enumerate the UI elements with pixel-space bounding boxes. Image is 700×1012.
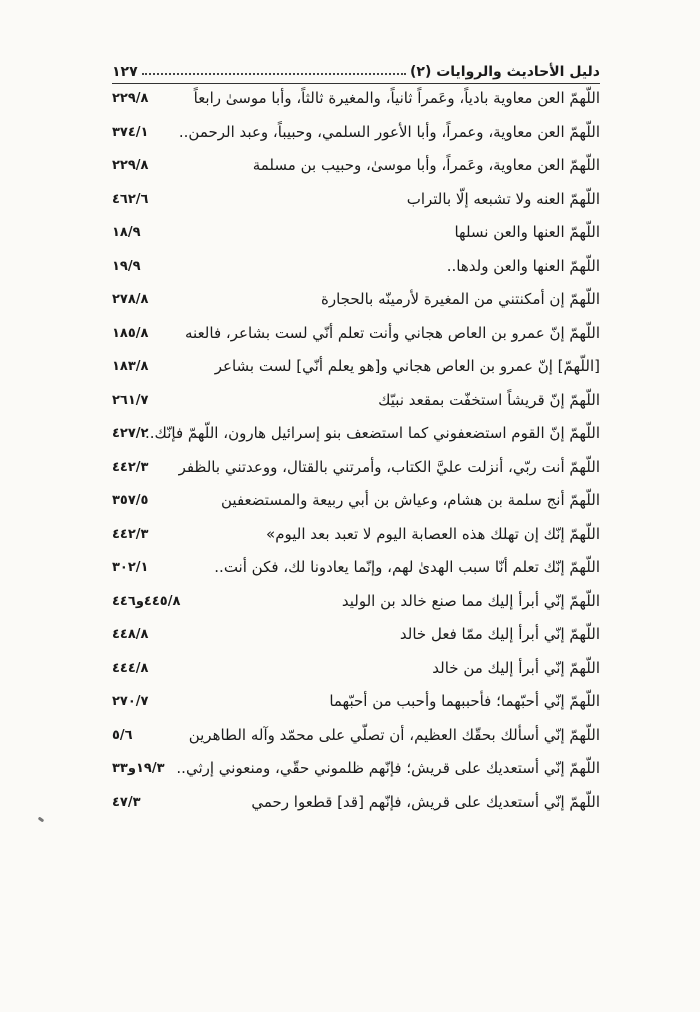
- entry-text: اللّهمّ إن أمكنتني من المغيرة لأرمينّه بالحجارة: [320, 290, 600, 308]
- entry-text: اللّهمّ إنّ القوم استضعفوني كما استضعف بنو إسرائيل هارون، اللّهمّ فإنّك..: [145, 424, 600, 442]
- index-entry: [112, 756, 600, 790]
- entry-reference: ٤٤٨/٨: [112, 627, 149, 642]
- index-entry: [112, 220, 600, 254]
- entry-text: اللّهمّ إنّ عمرو بن العاص هجاني وأنت تعلم أنّي لست بشاعر، فالعنه: [185, 323, 600, 342]
- entry-reference: ٤٤٥/٨و٤٤٦: [112, 593, 181, 609]
- index-entry: [112, 656, 600, 690]
- page-number: ١٢٧: [112, 64, 138, 80]
- index-entry: [112, 488, 600, 522]
- index-entry: [112, 790, 600, 824]
- entry-text: اللّهمّ العنها والعن ولدها..: [446, 256, 600, 275]
- entry-reference: ٢٢٩/٨: [112, 91, 149, 106]
- index-entry: [112, 723, 600, 757]
- index-entry: [112, 421, 600, 455]
- entry-reference: ١٨٣/٨: [112, 359, 149, 374]
- entry-text: اللّهمّ أنج سلمة بن هشام، وعياش بن أبي ربيعة والمستضعفين: [221, 491, 600, 509]
- entry-text: اللّهمّ إنّ قريشاً استخفّت بمقعد نبيّك: [378, 390, 600, 409]
- entry-text: اللّهمّ إنّي أبرأ إليك مما صنع خالد بن الوليد: [341, 591, 600, 610]
- entry-reference: ٥/٦: [112, 727, 133, 743]
- entry-reference: ٤٦٢/٦: [112, 191, 149, 207]
- scan-speck: [38, 817, 45, 823]
- index-entry: [112, 622, 600, 656]
- entry-text: اللّهمّ إنّي أحبّهما؛ فأحببهما وأحبب من أحبّهما: [329, 692, 600, 710]
- entry-reference: ١٩/٩: [112, 258, 141, 274]
- entry-text: [اللّهمّ] إنّ عمرو بن العاص هجاني و[هو يعلم أنّي] لست بشاعر: [214, 357, 600, 375]
- index-entry: [112, 522, 600, 556]
- index-entry: [112, 287, 600, 321]
- entry-text: اللّهمّ العنه ولا تشبعه إلّا بالتراب: [406, 189, 600, 208]
- header-title: دليل الأحاديث والروايات (٢): [409, 64, 600, 80]
- index-entry: [112, 589, 600, 623]
- entry-reference: ٢٧٨/٨: [112, 292, 149, 307]
- entry-text: اللّهمّ العنها والعن نسلها: [454, 223, 600, 241]
- entry-text: اللّهمّ إنّي أستعديك على قريش، فإنّهم [قد] قطعوا رحمي: [251, 792, 600, 811]
- running-header: [112, 58, 600, 80]
- entry-reference: ١٨٥/٨: [112, 325, 149, 341]
- entry-text: اللّهمّ إنّي أستعديك على قريش؛ فإنّهم ظلموني حقّي، ومنعوني إرثي..: [176, 759, 600, 777]
- entry-text: اللّهمّ إنّي أبرأ إليك ممّا فعل خالد: [399, 625, 600, 643]
- entry-text: اللّهمّ إنّك تعلم أنّا سبب الهدىٰ لهم، وإنّما يعادونا لك، فكن أنت..: [214, 558, 600, 576]
- index-entry: [112, 388, 600, 422]
- index-entry: [112, 153, 600, 187]
- index-entry: [112, 187, 600, 221]
- entry-reference: ٣٧٤/١: [112, 124, 149, 140]
- index-entry: [112, 86, 600, 120]
- entry-text: اللّهمّ إنّي أبرأ إليك من خالد: [432, 658, 600, 677]
- header-rule: [112, 83, 600, 84]
- entry-text: اللّهمّ العن معاوية، وعمراً، وأبا الأعور السلمي، وحبيباً، وعبد الرحمن..: [178, 122, 600, 141]
- entry-reference: ٢٧٠/٧: [112, 694, 149, 709]
- entry-text: اللّهمّ العن معاوية، وعَمراً، وأبا موسىٰ، وحبيب بن مسلمة: [252, 156, 600, 174]
- entry-reference: ٣٠٢/١: [112, 560, 149, 575]
- header-leader-dots: [142, 73, 406, 75]
- index-entry: [112, 455, 600, 489]
- entry-reference: ٤٧/٣: [112, 794, 141, 810]
- index-entries: [112, 86, 600, 823]
- entry-reference: ٤٤٢/٣: [112, 459, 149, 475]
- entry-reference: ٤٤٤/٨: [112, 660, 149, 676]
- entry-text: اللّهمّ إنّك إن تهلك هذه العصابة اليوم لا تعبد بعد اليوم»: [266, 524, 600, 543]
- index-entry: [112, 689, 600, 723]
- entry-reference: ٢٢٩/٨: [112, 158, 149, 173]
- index-entry: [112, 254, 600, 288]
- index-entry: [112, 354, 600, 388]
- entry-reference: ١٩/٣و٣٣: [112, 761, 165, 776]
- index-entry: [112, 321, 600, 355]
- entry-text: اللّهمّ العن معاوية بادياً، وعَمراً ثانياً، والمغيرة ثالثاً، وأبا موسىٰ رابعاً: [193, 89, 600, 107]
- entry-reference: ٤٢٧/٢: [112, 426, 149, 441]
- entry-reference: ٣٥٧/٥: [112, 493, 149, 508]
- entry-text: اللّهمّ إنّي أسألك بحقّك العظيم، أن تصلّي على محمّد وآله الطاهرين: [188, 725, 600, 744]
- entry-text: اللّهمّ أنت ربّي، أنزلت عليَّ الكتاب، وأمرتني بالقتال، ووعدتني بالظفر: [178, 457, 600, 476]
- index-entry: [112, 555, 600, 589]
- entry-reference: ٤٤٢/٣: [112, 526, 149, 542]
- entry-reference: ٢٦١/٧: [112, 392, 149, 408]
- entry-reference: ١٨/٩: [112, 225, 141, 240]
- index-entry: [112, 120, 600, 154]
